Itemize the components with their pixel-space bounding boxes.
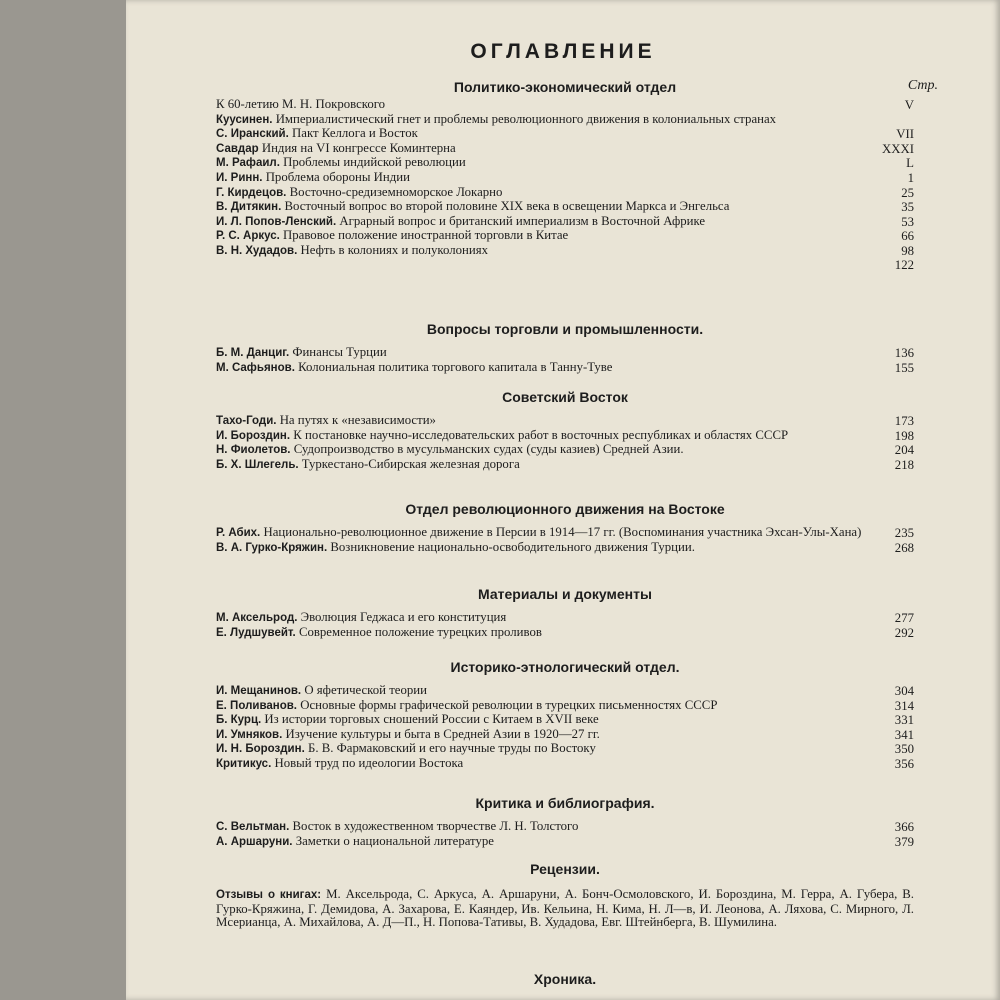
page-number: 218	[894, 457, 914, 472]
toc-section	[216, 656, 914, 772]
toc-section	[216, 583, 914, 640]
reviews-section	[216, 858, 914, 930]
page-number: 122	[894, 257, 914, 272]
section-heading: Рецензии.	[530, 861, 600, 877]
page-number: VII	[896, 127, 914, 142]
toc-entry: Е. Лудшувейт. Современное положение турецких проливов 292	[216, 624, 914, 640]
toc-entry: Савдар Индия на VI конгрессе Коминтерна XXXI	[216, 140, 914, 156]
toc-entry: И. Н. Бороздин. Б. В. Фармаковский и его научные труды по Востоку 350	[216, 741, 914, 757]
page-number: 366	[894, 820, 914, 834]
section-heading: Хроника.	[533, 971, 597, 987]
toc-entry: И. Ринн. Проблема обороны Индии 1	[216, 169, 914, 185]
page-number: 98	[901, 243, 914, 258]
page-number: 25	[901, 185, 914, 200]
page-number: 173	[894, 414, 914, 428]
page-number: 314	[894, 698, 914, 713]
toc-entry: И. Умняков. Изучение культуры и быта в Средней Азии в 1920—27 гг. 341	[216, 726, 914, 742]
toc-entry: В. Н. Худадов. Нефть в колониях и полуколониях 98	[216, 242, 914, 258]
page-number: V	[904, 98, 914, 112]
reviews-paragraph: Отзывы о книгах: М. Аксельрода, С. Аркуса, А. Аршаруни, А. Бонч-Осмоловского, И. Бороздина, М. Герра, А. Губера, В. Гурко-Кряжина, Г. Демидова, А. Захарова, Е. Каяндер, Ив. Кельина, Н. Кима, Н. Л—в, И. Леонова, А. Ляхова, С. Мирного, Л. Мсерианца, А. Михайлова, А. Д—П., Н. Попова-Тативы, В. Худадова, Евг. Штейнберга, В. Шумилина.	[216, 887, 915, 930]
toc-section	[216, 792, 914, 849]
document-page	[126, 0, 1000, 1000]
toc-section	[216, 76, 938, 272]
toc-entry: С. Вельтман. Восток в художественном творчестве Л. Н. Толстого 366	[216, 819, 914, 834]
toc-entry: Е. Поливанов. Основные формы графической революции в турецких письменностях СССР 314	[216, 697, 914, 713]
toc-entry: В. Дитякин. Восточный вопрос во второй половине XIX века в освещении Маркса и Энгельса 35	[216, 199, 914, 215]
section-heading: Критика и библиография.	[475, 795, 655, 811]
toc-section	[216, 386, 914, 472]
toc-entry: И. Мещанинов. О яфетической теории 304	[216, 683, 914, 698]
page-number: 35	[901, 200, 914, 215]
page-number: 136	[894, 346, 914, 360]
page-number: 198	[894, 428, 914, 443]
page-number: 66	[901, 229, 914, 244]
toc-entry: К 60-летию М. Н. Покровского V	[216, 97, 914, 112]
toc-entry: М. Аксельрод. Эволюция Геджаса и его конституция 277	[216, 610, 914, 625]
toc-entry: Р. Абих. Национально-революционное движение в Персии в 1914—17 гг. (Воспоминания участника Эхсан-Улы-Хана) 235	[216, 525, 914, 540]
page-number: 155	[894, 360, 914, 375]
page-number: 1	[907, 170, 914, 185]
page-number: 379	[894, 834, 914, 849]
page-number: 356	[894, 756, 914, 771]
section-heading: Вопросы торговли и промышленности.	[426, 321, 704, 337]
toc-entry	[216, 259, 914, 273]
toc-entry: Г. Кирдецов. Восточно-средиземноморское Локарно 25	[216, 184, 914, 200]
page-number: XXXI	[882, 141, 914, 156]
toc-section	[216, 498, 914, 555]
page-number: 292	[894, 625, 914, 640]
toc-entry: Б. Х. Шлегель. Туркестано-Сибирская железная дорога 218	[216, 456, 914, 472]
page-number: 204	[894, 443, 914, 458]
page-number: 268	[894, 540, 914, 555]
page-number: 341	[894, 727, 914, 742]
toc-section	[216, 318, 914, 375]
toc-entry: Тахо-Годи. На путях к «независимости» 173	[216, 413, 914, 428]
toc-entry: Н. Фиолетов. Судопроизводство в мусульманских судах (суды казиев) Средней Азии. 204	[216, 442, 914, 458]
section-heading: Советский Восток	[502, 389, 628, 405]
toc-entry: С. Иранский. Пакт Келлога и Восток VII	[216, 126, 914, 142]
toc-entry: М. Сафьянов. Колониальная политика торгового капитала в Танну-Туве 155	[216, 359, 914, 375]
toc-entry: Куусинен. Империалистический гнет и проблемы революционного движения в колониальных странах	[216, 111, 777, 126]
toc-entry: Б. М. Данциг. Финансы Турции 136	[216, 345, 914, 360]
page-number: 53	[901, 214, 914, 229]
toc-entry: Критикус. Новый труд по идеологии Востока 356	[216, 755, 914, 771]
toc-entry: Р. С. Аркус. Правовое положение иностранной торговли в Китае 66	[216, 228, 914, 244]
page-number: 350	[894, 742, 914, 757]
page-number: 235	[894, 526, 914, 540]
section-heading: Политико-экономический отдел	[453, 79, 677, 95]
section-heading: Историко-этнологический отдел.	[450, 659, 680, 675]
page-column-label: Стр.	[907, 78, 938, 93]
page-number: L	[906, 156, 914, 171]
chronicle-section	[216, 968, 914, 990]
section-heading: Отдел революционного движения на Востоке	[405, 501, 725, 517]
toc-entry: Б. Курц. Из истории торговых сношений России с Китаем в XVII веке 331	[216, 712, 914, 728]
toc-entry: В. А. Гурко-Кряжин. Возникновение национально-освободительного движения Турции. 268	[216, 539, 914, 555]
page-title: ОГЛАВЛЕНИЕ	[470, 40, 656, 63]
page-number: 304	[894, 684, 914, 698]
toc-entry: И. Бороздин. К постановке научно-исследовательских работ в восточных республиках и областях СССР 198	[216, 427, 914, 443]
page-number: 277	[894, 611, 914, 625]
toc-entry: М. Рафаил. Проблемы индийской революции L	[216, 155, 914, 171]
section-heading: Материалы и документы	[478, 586, 652, 602]
page-number: 331	[894, 713, 914, 728]
toc-entry: И. Л. Попов-Ленский. Аграрный вопрос и британский империализм в Восточной Африке 53	[216, 213, 914, 229]
toc-entry: А. Аршаруни. Заметки о национальной литературе 379	[216, 833, 914, 849]
